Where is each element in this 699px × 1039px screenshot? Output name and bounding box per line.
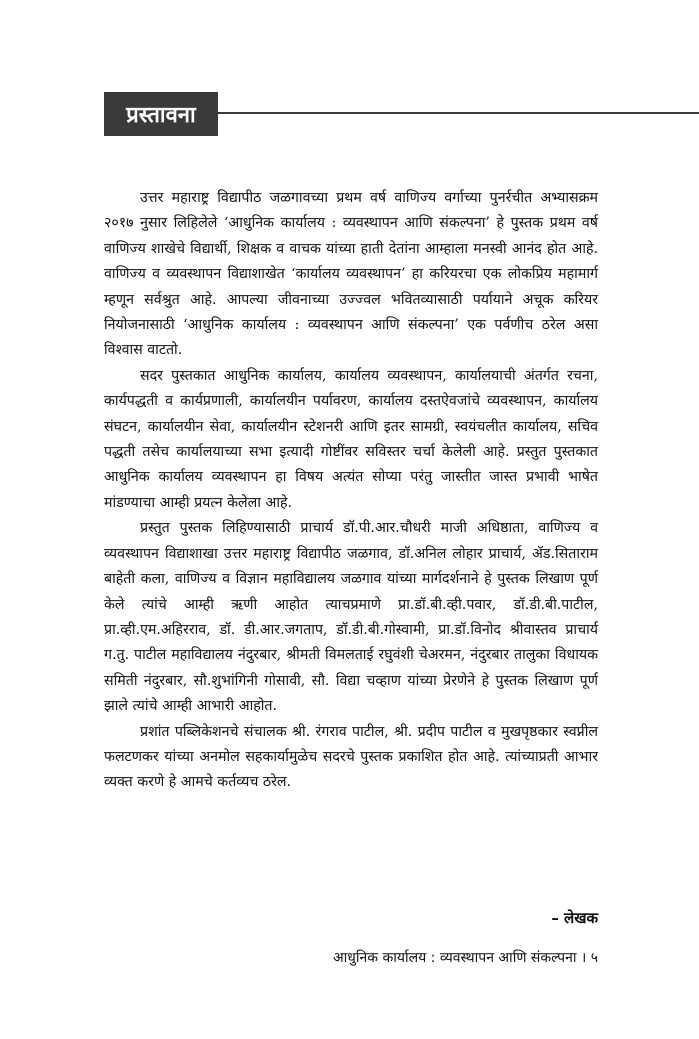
page-footer: आधुनिक कार्यालय : व्यवस्थापन आणि संकल्पना । ५ xyxy=(332,950,598,966)
paragraph: प्रशांत पब्लिकेशनचे संचालक श्री. रंगराव पाटील, श्री. प्रदीप पाटील व मुखपृष्ठकार स्वप्नील फलटणकर यांच्या अनमोल सहकार्यामुळेच सदरचे पुस्तक प्रकाशित होत आहे. त्यांच्याप्रती आभार व्यक्त करणे हे आमचे कर्तव्यच ठरेल. xyxy=(104,723,598,791)
section-heading xyxy=(104,92,218,136)
paragraph: प्रस्तुत पुस्तक लिहिण्यासाठी प्राचार्य डॉ.पी.आर.चौधरी माजी अधिष्ठाता, वाणिज्य व व्यवस्थापन विद्याशाखा उत्तर महाराष्ट्र विद्यापीठ जळगाव, डॉ.अनिल लोहार प्राचार्य, ॲड.सिताराम बाहेती कला, वाणिज्य व विज्ञान महाविद्यालय जळगाव यांच्या मार्गदर्शनाने हे पुस्तक लिखाण पूर्ण केले त्यांचे आम्ही ऋणी आहोत त्याचप्रमाणे प्रा.डॉ.बी.व्ही.पवार, डॉ.डी.बी.पाटील, प्रा.व्ही.एम.अहिरराव, डॉ. डी.आर.जगताप, डॉ.डी.बी.गोस्वामी, प्रा.डॉ.विनोद श्रीवास्तव प्राचार्य ग.तु. पाटील महाविद्यालय नंदुरबार, श्रीमती विमलताई रघुवंशी चेअरमन, नंदुरबार तालुका विधायक समिती नंदुरबार, सौ.शुभांगिनी गोसावी, सौ. विद्या चव्हाण यांच्या प्रेरणेने हे पुस्तक लिखाण पूर्ण झाले त्यांचे आम्ही आभारी आहोत. xyxy=(104,520,598,715)
paragraph: सदर पुस्तकात आधुनिक कार्यालय, कार्यालय व्यवस्थापन, कार्यालयाची अंतर्गत रचना, कार्यपद्धती व कार्यप्रणाली, कार्यालयीन पर्यावरण, कार्यालय दस्तऐवजांचे व्यवस्थापन, कार्यालय संघटन, कार्यालयीन सेवा, कार्यालयीन स्टेशनरी आणि इतर सामग्री, स्वयंचलीत कार्यालय, सचिव पद्धती तसेच कार्यालयाच्या सभा इत्यादी गोष्टींवर सविस्तर चर्चा केलेली आहे. प्रस्तुत पुस्तकात आधुनिक कार्यालय व्यवस्थापन हा विषय अत्यंत सोप्या परंतु जास्तीत जास्त प्रभावी भाषेत मांडण्याचा आम्ही प्रयत्न केलेला आहे. xyxy=(104,367,598,511)
section-heading-text: प्रस्तावना xyxy=(126,103,196,128)
heading-rule xyxy=(218,112,699,114)
paragraph: उत्तर महाराष्ट्र विद्यापीठ जळगावच्या प्रथम वर्ष वाणिज्य वर्गाच्या पुनर्रचीत अभ्यासक्रम २०१७ नुसार लिहिलेले ‘आधुनिक कार्यालय : व्यवस्थापन आणि संकल्पना’ हे पुस्तक प्रथम वर्ष वाणिज्य शाखेचे विद्यार्थी, शिक्षक व वाचक यांच्या हाती देतांना आम्हाला मनस्वी आनंद होत आहे. वाणिज्य व व्यवस्थापन विद्याशाखेत ‘कार्यालय व्यवस्थापन’ हा करियरचा एक लोकप्रिय महामार्ग म्हणून सर्वश्रुत आहे. आपल्या जीवनाच्या उज्ज्वल भवितव्यासाठी पर्यायाने अचूक करियर नियोजनासाठी ‘आधुनिक कार्यालय : व्यवस्थापन आणि संकल्पना’ एक पर्वणीच ठरेल असा विश्वास वाटतो. xyxy=(104,190,598,359)
author-signature: – लेखक xyxy=(551,909,598,927)
preface-body xyxy=(104,186,598,796)
